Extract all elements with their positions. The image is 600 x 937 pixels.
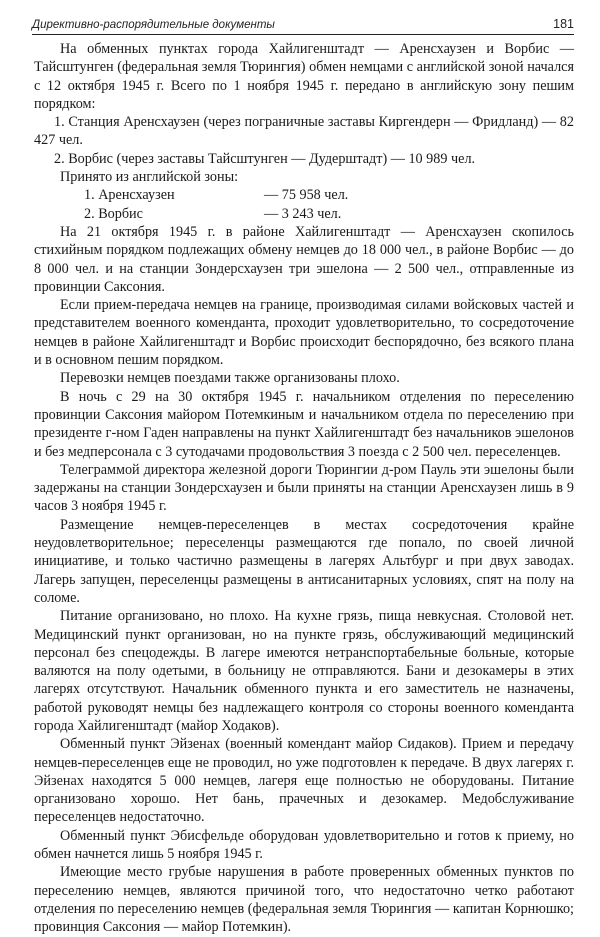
paragraph: Имеющие место грубые нарушения в работе проверенных обменных пунктов по переселению немцев, являются причиной того, что недостаточно четко работают отделения по переселению немцев (федеральная земля Тюрингия — капитан Корнюшко; провинция Саксония — майор Потемкин). [34,864,574,936]
paragraph: В ночь с 29 на 30 октября 1945 г. начальником отделения по переселению провинции Саксония майором Потемкиным и начальником отдела по переселению при президенте г-ном Гаден направлены на пункт Хайлигенштадт без начальников эшелонов и без медперсонала с 3 сутодачами продовольствия 3 поезда с 2 500 чел. переселенцев. [34,388,574,460]
received-tally [34,186,574,223]
paragraph: Обменный пункт Эйзенах (военный комендант майор Сидаков). Прием и передачу немцев-переселенцев еще не проводил, но уже подготовлен к передаче. В двух лагерях г. Эйзенах находятся 5 000 немцев, лагеря еще полностью не оборудованы. Питание организовано хорошо. Нет бань, прачечных и дезокамер. Медобслуживание переселенцев недостаточно. [34,736,574,826]
list-item: 1. Станция Аренсхаузен (через пограничные заставы Киргендерн — Фридланд) — 82 427 чел. [34,114,574,149]
tally-row [34,186,574,204]
page-number: 181 [553,17,574,31]
paragraph: Если прием-передача немцев на границе, производимая силами войсковых частей и представителем военного коменданта, проходит удовлетворительно, то сосредоточение немцев в районе Хайлигенштадт и Ворбис происходит беспорядочно, без всякого плана и в основном пешим порядком. [34,297,574,369]
paragraph: На 21 октября 1945 г. в районе Хайлигенштадт — Аренсхаузен скопилось стихийным порядком подлежащих обмену немцев до 18 000 чел., в районе Ворбис — до 8 000 чел. и на станции Зондерсхаузен три эшелона — 2 500 чел., отправленные из провинции Саксония. [34,223,574,295]
paragraph: Размещение немцев-переселенцев в местах сосредоточения крайне неудовлетворительное; переселенцы размещаются где попало, по своей личной инициативе, и только частично размещены в лагерях Альтбург и при двух заводах. Лагерь запущен, переселенцы размещены в антисанитарных условиях, спят на полу на соломе. [34,516,574,606]
list-item: 2. Ворбис (через заставы Тайсштунген — Дудерштадт) — 10 989 чел. [54,150,476,167]
paragraph: Телеграммой директора железной дороги Тюрингии д-ром Пауль эти эшелоны были задержаны на станции Зондерсхаузен и были приняты на станции Аренсхаузен лишь в 9 часов 3 ноября 1945 г. [34,461,574,515]
tally-value: — 3 243 чел. [264,205,342,222]
document-body [34,40,574,937]
paragraph: Перевозки немцев поездами также организованы плохо. [60,370,400,387]
running-title: Директивно-распорядительные документы [32,19,275,31]
running-header [32,10,574,35]
paragraph: Обменный пункт Эбисфельде оборудован удовлетворительно и готов к приему, но обмен начнется лишь 5 ноября 1945 г. [34,827,574,863]
paragraph: Питание организовано, но плохо. На кухне грязь, пища невкусная. Столовой нет. Медицинский пункт организован, но на пункте грязь, обслуживающий медицинский персонал без спецодежды. В лагере имеются нетранспортабельные больные, которые валяются на полу одетыми, в больницу не отправляются. Бани и дезокамеры в этих лагерях отсутствуют. Начальник обменного пункта и его заместитель не назначены, работой руководят немцы без надлежащего контроля со стороны военного коменданта города Хайлигенштадт (майор Ходаков). [34,608,574,734]
paragraph: Принято из английской зоны: [60,169,239,186]
tally-row [34,205,574,223]
tally-value: — 75 958 чел. [264,187,349,204]
tally-label: 1. Аренсхаузен [84,187,175,204]
tally-label: 2. Ворбис [84,205,143,222]
paragraph: На обменных пунктах города Хайлигенштадт — Аренсхаузен и Ворбис — Тайсштунген (федеральная земля Тюрингия) обмен немцами с английской зоной начался с 12 октября 1945 г. Всего по 1 ноября 1945 г. передано в английскую зону пешим порядком: [34,41,574,112]
